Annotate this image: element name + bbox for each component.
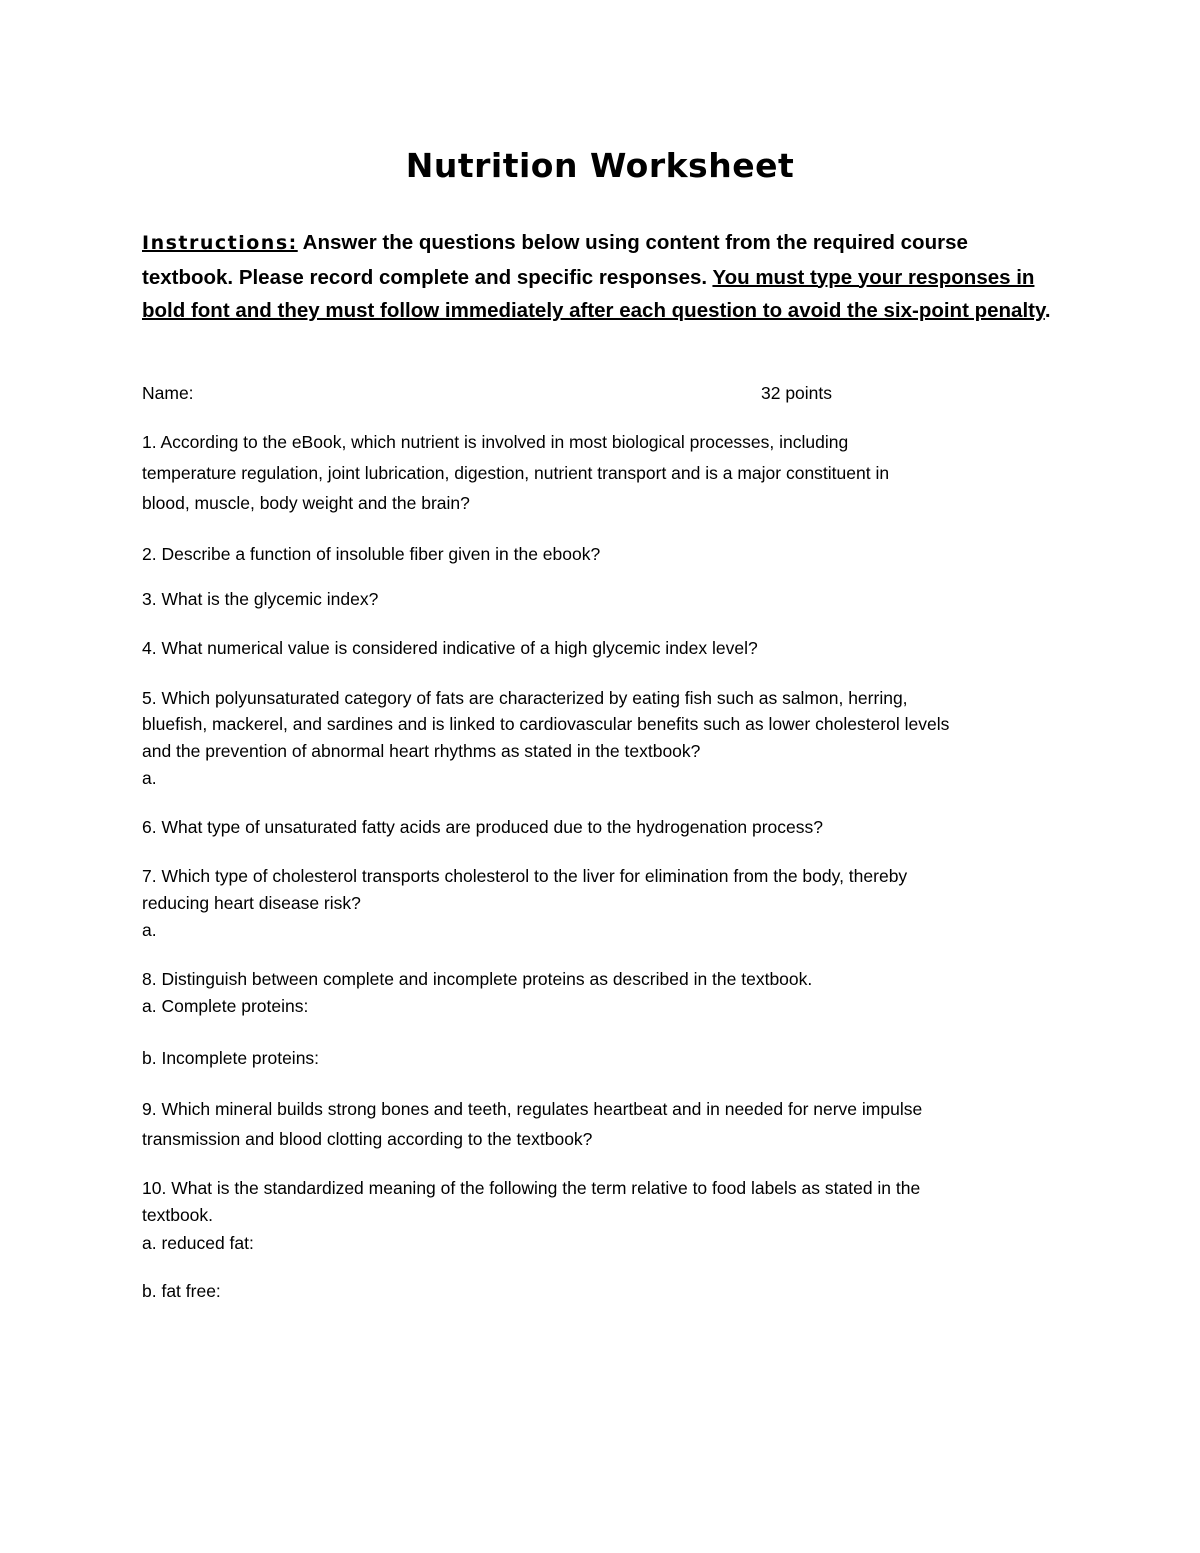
name-row (142, 383, 1062, 404)
answer-line: a. reduced fat: (142, 1233, 254, 1253)
question-line: 7. Which type of cholesterol transports cholesterol to the liver for elimination from the body, thereby (142, 866, 908, 886)
question-line: textbook. (142, 1205, 214, 1225)
points-total: 32 points (761, 383, 833, 403)
answer-line: b. Incomplete proteins: (142, 1048, 320, 1068)
instructions-end: . (1044, 299, 1051, 322)
question-line: 4. What numerical value is considered indicative of a high glycemic index level? (142, 638, 758, 658)
question-line: 5. Which polyunsaturated category of fats are characterized by eating fish such as salmon, herring, (142, 688, 908, 708)
question-line: 8. Distinguish between complete and incomplete proteins as described in the textbook. (142, 969, 813, 989)
question-line: temperature regulation, joint lubrication, digestion, nutrient transport and is a major constituent in (142, 463, 890, 483)
question-line: bluefish, mackerel, and sardines and is linked to cardiovascular benefits such as lower cholesterol levels (142, 714, 950, 734)
question-line: and the prevention of abnormal heart rhythms as stated in the textbook? (142, 741, 701, 761)
instructions-label: Instructions: (142, 232, 298, 254)
instructions-paragraph (142, 226, 1052, 328)
instructions-text: Answer the questions below using content from the required course textbook. Please record complete and specific responses. (142, 231, 968, 289)
instructions-requirement: You must type your responses in bold font and they must follow immediately after each question to avoid the six-point penalty (142, 265, 1045, 322)
question-line: blood, muscle, body weight and the brain? (142, 493, 470, 513)
question-line: transmission and blood clotting according to the textbook? (142, 1129, 593, 1149)
question-line: reducing heart disease risk? (142, 893, 361, 913)
question-line: 3. What is the glycemic index? (142, 589, 379, 609)
question-line: 1. According to the eBook, which nutrient is involved in most biological processes, including (142, 432, 849, 452)
answer-line: b. fat free: (142, 1281, 221, 1301)
answer-line: a. Complete proteins: (142, 996, 309, 1016)
question-line: 6. What type of unsaturated fatty acids are produced due to the hydrogenation process? (142, 817, 823, 837)
answer-line: a. (142, 920, 157, 940)
question-line: 2. Describe a function of insoluble fiber given in the ebook? (142, 544, 601, 564)
question-line: 9. Which mineral builds strong bones and teeth, regulates heartbeat and in needed for nerve impulse (142, 1099, 923, 1119)
question-line: 10. What is the standardized meaning of the following the term relative to food labels as stated in the (142, 1178, 921, 1198)
name-label: Name: (142, 383, 194, 403)
page-title: Nutrition Worksheet (405, 146, 795, 185)
answer-line: a. (142, 768, 157, 788)
